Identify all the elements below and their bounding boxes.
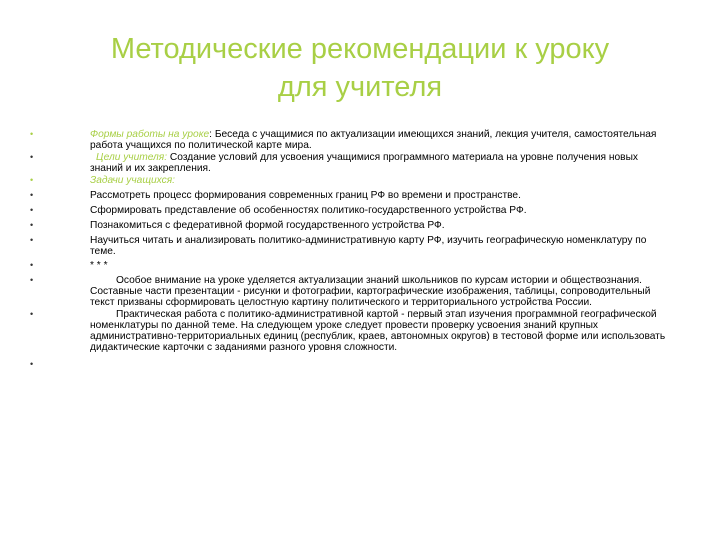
bullet-text: Особое внимание на уроке уделяется актуализации знаний школьников по курсам истории и обществознания. Составные части презентации - рисунки и фотографии, картографические изображения, таблицы, сопроводительный текст призваны сформировать целостную картину политического и территориального устройства России. bbox=[90, 275, 651, 308]
title-line-2: для учителя bbox=[277, 71, 443, 103]
bullet-text: Рассмотреть процесс формирования современных границ РФ во времени и пространстве. bbox=[90, 190, 521, 201]
bullet-text: : Беседа с учащимися по актуализации имеющихся знаний, лекция учителя, самостоятельная работа учащихся по политической карте мира. bbox=[90, 129, 657, 151]
bullet-text: Создание условий для усвоения учащимися программного материала на уровне получения новых знаний и их закрепления. bbox=[90, 152, 639, 174]
list-item bbox=[30, 152, 670, 174]
bullet-icon: • bbox=[30, 129, 34, 139]
bullet-label: Формы работы на уроке bbox=[90, 129, 210, 140]
list-item bbox=[30, 190, 670, 201]
bullet-icon: • bbox=[30, 359, 34, 369]
bullet-text: Познакомиться с федеративной формой государственного устройства РФ. bbox=[90, 220, 445, 231]
bullet-icon: • bbox=[30, 175, 34, 185]
bullet-icon: • bbox=[30, 190, 34, 200]
bullet-text: Научиться читать и анализировать политико-административную карту РФ, изучить географическую номенклатуру по теме. bbox=[90, 235, 647, 257]
bullet-icon: • bbox=[30, 220, 34, 230]
list-item bbox=[30, 235, 670, 257]
list-item bbox=[30, 359, 670, 370]
list-item bbox=[30, 260, 670, 271]
bullet-icon: • bbox=[30, 260, 34, 270]
list-item bbox=[30, 129, 670, 151]
list-item bbox=[30, 175, 670, 186]
bullet-icon: • bbox=[30, 235, 34, 245]
bullet-icon: • bbox=[30, 309, 34, 319]
list-item bbox=[30, 220, 670, 231]
list-item bbox=[30, 275, 670, 308]
bullet-icon: • bbox=[30, 275, 34, 285]
list-item bbox=[30, 205, 670, 216]
bullet-icon: • bbox=[30, 152, 34, 162]
bullet-list bbox=[30, 129, 670, 370]
title-line-1: Методические рекомендации к уроку bbox=[110, 33, 610, 65]
bullet-label: Цели учителя: bbox=[96, 152, 168, 163]
bullet-label: Задачи учащихся: bbox=[90, 175, 176, 186]
bullet-text: Практическая работа с политико-административной картой - первый этап изучения программной географической номенклатуры по данной теме. На следующем уроке следует провести проверку усвоения знаний крупных административно-территориальных единиц (республик, краев, автономных округов) в тестовой форме или использовать дидактические карточки с заданиями разного уровня сложности. bbox=[90, 309, 666, 353]
bullet-text: * * * bbox=[90, 260, 108, 271]
bullet-text: Сформировать представление об особенностях политико-государственного устройства РФ. bbox=[90, 205, 527, 216]
bullet-icon: • bbox=[30, 205, 34, 215]
slide-title bbox=[60, 30, 660, 106]
list-item bbox=[30, 309, 670, 353]
